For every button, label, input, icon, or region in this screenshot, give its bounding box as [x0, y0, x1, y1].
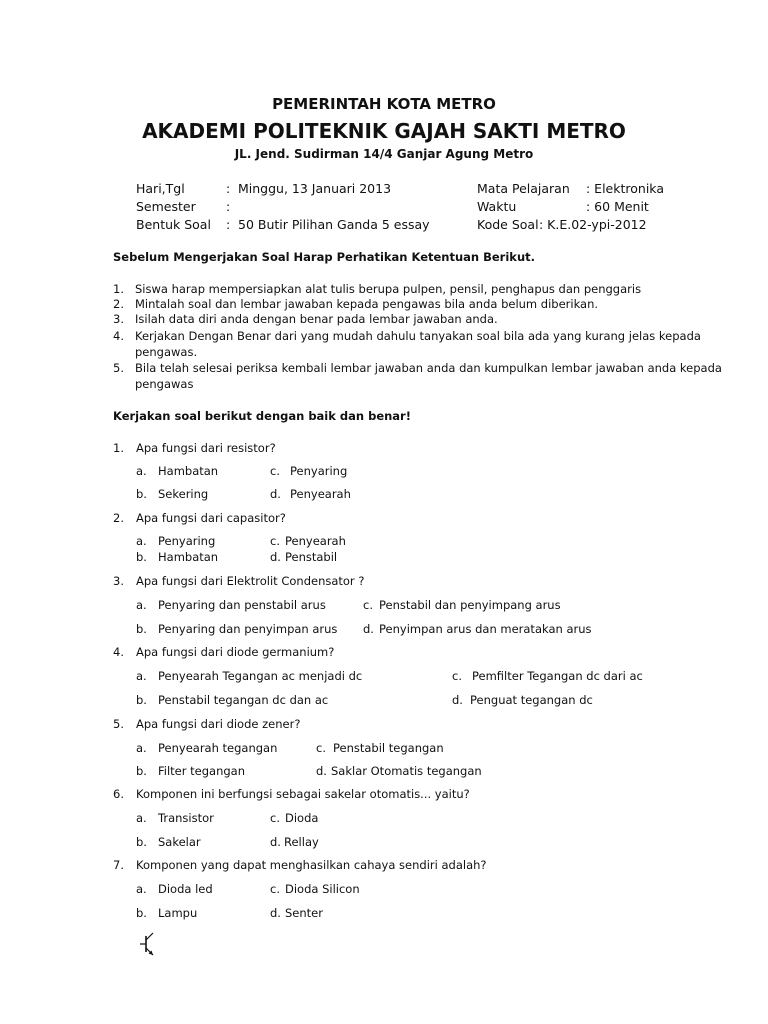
- rule-number: 2.: [113, 297, 124, 311]
- option-letter: b.: [136, 550, 147, 564]
- option-letter: d.: [270, 906, 281, 920]
- info-sep-semester: :: [226, 199, 231, 214]
- rule-number: 3.: [113, 312, 124, 326]
- option-letter: b.: [136, 693, 147, 707]
- government-title: PEMERINTAH KOTA METRO: [272, 95, 496, 113]
- question-number: 4.: [113, 645, 124, 659]
- info-value-date: Minggu, 13 Januari 2013: [238, 181, 392, 196]
- option-text: Penyaring: [290, 464, 348, 478]
- question-text: Apa fungsi dari Elektrolit Condensator ?: [136, 574, 365, 588]
- option-letter: d.: [270, 835, 281, 849]
- option-text: Penyearah: [290, 487, 351, 501]
- option-text: Transistor: [158, 811, 214, 825]
- option-letter: a.: [136, 811, 147, 825]
- option-letter: c.: [452, 669, 462, 683]
- info-label-date: Hari,Tgl: [136, 181, 185, 196]
- info-label-code: Kode Soal: [477, 217, 539, 232]
- question-text: Komponen ini berfungsi sebagai sakelar otomatis... yaitu?: [136, 787, 470, 801]
- question-text: Komponen yang dapat menghasilkan cahaya sendiri adalah?: [136, 858, 487, 872]
- option-text: Pemfilter Tegangan dc dari ac: [472, 669, 643, 683]
- option-text: Penguat tegangan dc: [470, 693, 593, 707]
- task-title: Kerjakan soal berikut dengan baik dan benar!: [113, 409, 411, 423]
- info-value-subject: : Elektronika: [586, 181, 664, 196]
- info-label-subject: Mata Pelajaran: [477, 181, 570, 196]
- option-text: Penyaring dan penyimpan arus: [158, 622, 338, 636]
- option-text: Penyearah Tegangan ac menjadi dc: [158, 669, 363, 683]
- institution-address: JL. Jend. Sudirman 14/4 Ganjar Agung Metro: [234, 147, 534, 161]
- option-letter: a.: [136, 741, 147, 755]
- option-text: Dioda: [285, 811, 319, 825]
- rule-number: 5.: [113, 361, 124, 375]
- option-letter: b.: [136, 622, 147, 636]
- option-text: Rellay: [284, 835, 319, 849]
- option-text: Filter tegangan: [158, 764, 245, 778]
- option-letter: a.: [136, 464, 147, 478]
- question-text: Apa fungsi dari resistor?: [136, 441, 276, 455]
- option-text: Dioda Silicon: [285, 882, 360, 896]
- option-text: Penstabil: [285, 550, 338, 564]
- option-text: Hambatan: [158, 550, 219, 564]
- info-value-code: : K.E.02-ypi-2012: [539, 217, 647, 232]
- option-text: Penyimpan arus dan meratakan arus: [379, 622, 592, 636]
- option-text: Hambatan: [158, 464, 219, 478]
- rule-text: Mintalah soal dan lembar jawaban kepada pengawas bila anda belum diberikan.: [135, 297, 599, 311]
- transistor-symbol-icon: [138, 928, 162, 960]
- option-text: Dioda led: [158, 882, 213, 896]
- option-letter: c.: [270, 882, 280, 896]
- rule-text-continued: pengawas.: [135, 345, 198, 359]
- option-letter: b.: [136, 906, 147, 920]
- option-letter: a.: [136, 882, 147, 896]
- option-letter: c.: [363, 598, 373, 612]
- option-letter: d.: [316, 764, 327, 778]
- rule-text: Bila telah selesai periksa kembali lembar jawaban anda dan kumpulkan lembar jawaban anda kepada: [135, 361, 722, 375]
- question-text: Apa fungsi dari capasitor?: [136, 511, 286, 525]
- question-number: 2.: [113, 511, 124, 525]
- option-text: Sakelar: [158, 835, 201, 849]
- rule-text: Kerjakan Dengan Benar dari yang mudah dahulu tanyakan soal bila ada yang kurang jelas kepada: [135, 329, 701, 343]
- info-label-time: Waktu: [477, 199, 517, 214]
- rule-text-continued: pengawas: [135, 377, 194, 391]
- info-sep-date: :: [226, 181, 231, 196]
- rule-text: Siswa harap mempersiapkan alat tulis berupa pulpen, pensil, penghapus dan penggaris: [135, 282, 642, 296]
- option-text: Penyearah tegangan: [158, 741, 278, 755]
- institution-title: AKADEMI POLITEKNIK GAJAH SAKTI METRO: [142, 119, 626, 143]
- option-letter: c.: [270, 811, 280, 825]
- option-letter: b.: [136, 764, 147, 778]
- option-text: Lampu: [158, 906, 198, 920]
- question-number: 3.: [113, 574, 124, 588]
- option-letter: d.: [452, 693, 463, 707]
- option-letter: c.: [270, 464, 280, 478]
- info-value-format: 50 Butir Pilihan Ganda 5 essay: [238, 217, 430, 232]
- option-text: Penyearah: [285, 534, 346, 548]
- option-letter: b.: [136, 487, 147, 501]
- option-letter: b.: [136, 835, 147, 849]
- option-letter: d.: [363, 622, 374, 636]
- option-text: Penyaring: [158, 534, 216, 548]
- option-letter: d.: [270, 550, 281, 564]
- question-number: 7.: [113, 858, 124, 872]
- info-value-time: : 60 Menit: [586, 199, 649, 214]
- info-label-semester: Semester: [136, 199, 196, 214]
- question-text: Apa fungsi dari diode zener?: [136, 717, 301, 731]
- question-number: 6.: [113, 787, 124, 801]
- info-label-format: Bentuk Soal: [136, 217, 211, 232]
- question-text: Apa fungsi dari diode germanium?: [136, 645, 335, 659]
- option-letter: a.: [136, 598, 147, 612]
- rule-number: 1.: [113, 282, 124, 296]
- option-text: Penstabil tegangan dc dan ac: [158, 693, 329, 707]
- option-text: Penstabil dan penyimpang arus: [379, 598, 561, 612]
- question-number: 5.: [113, 717, 124, 731]
- question-number: 1.: [113, 441, 124, 455]
- rule-text: Isilah data diri anda dengan benar pada lembar jawaban anda.: [135, 312, 498, 326]
- option-text: Sekering: [158, 487, 209, 501]
- option-letter: c.: [316, 741, 326, 755]
- option-text: Saklar Otomatis tegangan: [331, 764, 482, 778]
- rule-number: 4.: [113, 329, 124, 343]
- info-sep-format: :: [226, 217, 231, 232]
- option-letter: a.: [136, 669, 147, 683]
- instructions-title: Sebelum Mengerjakan Soal Harap Perhatikan Ketentuan Berikut.: [113, 250, 535, 264]
- option-letter: d.: [270, 487, 281, 501]
- option-text: Senter: [285, 906, 323, 920]
- option-letter: a.: [136, 534, 147, 548]
- option-text: Penstabil tegangan: [333, 741, 444, 755]
- option-text: Penyaring dan penstabil arus: [158, 598, 326, 612]
- option-letter: c.: [270, 534, 280, 548]
